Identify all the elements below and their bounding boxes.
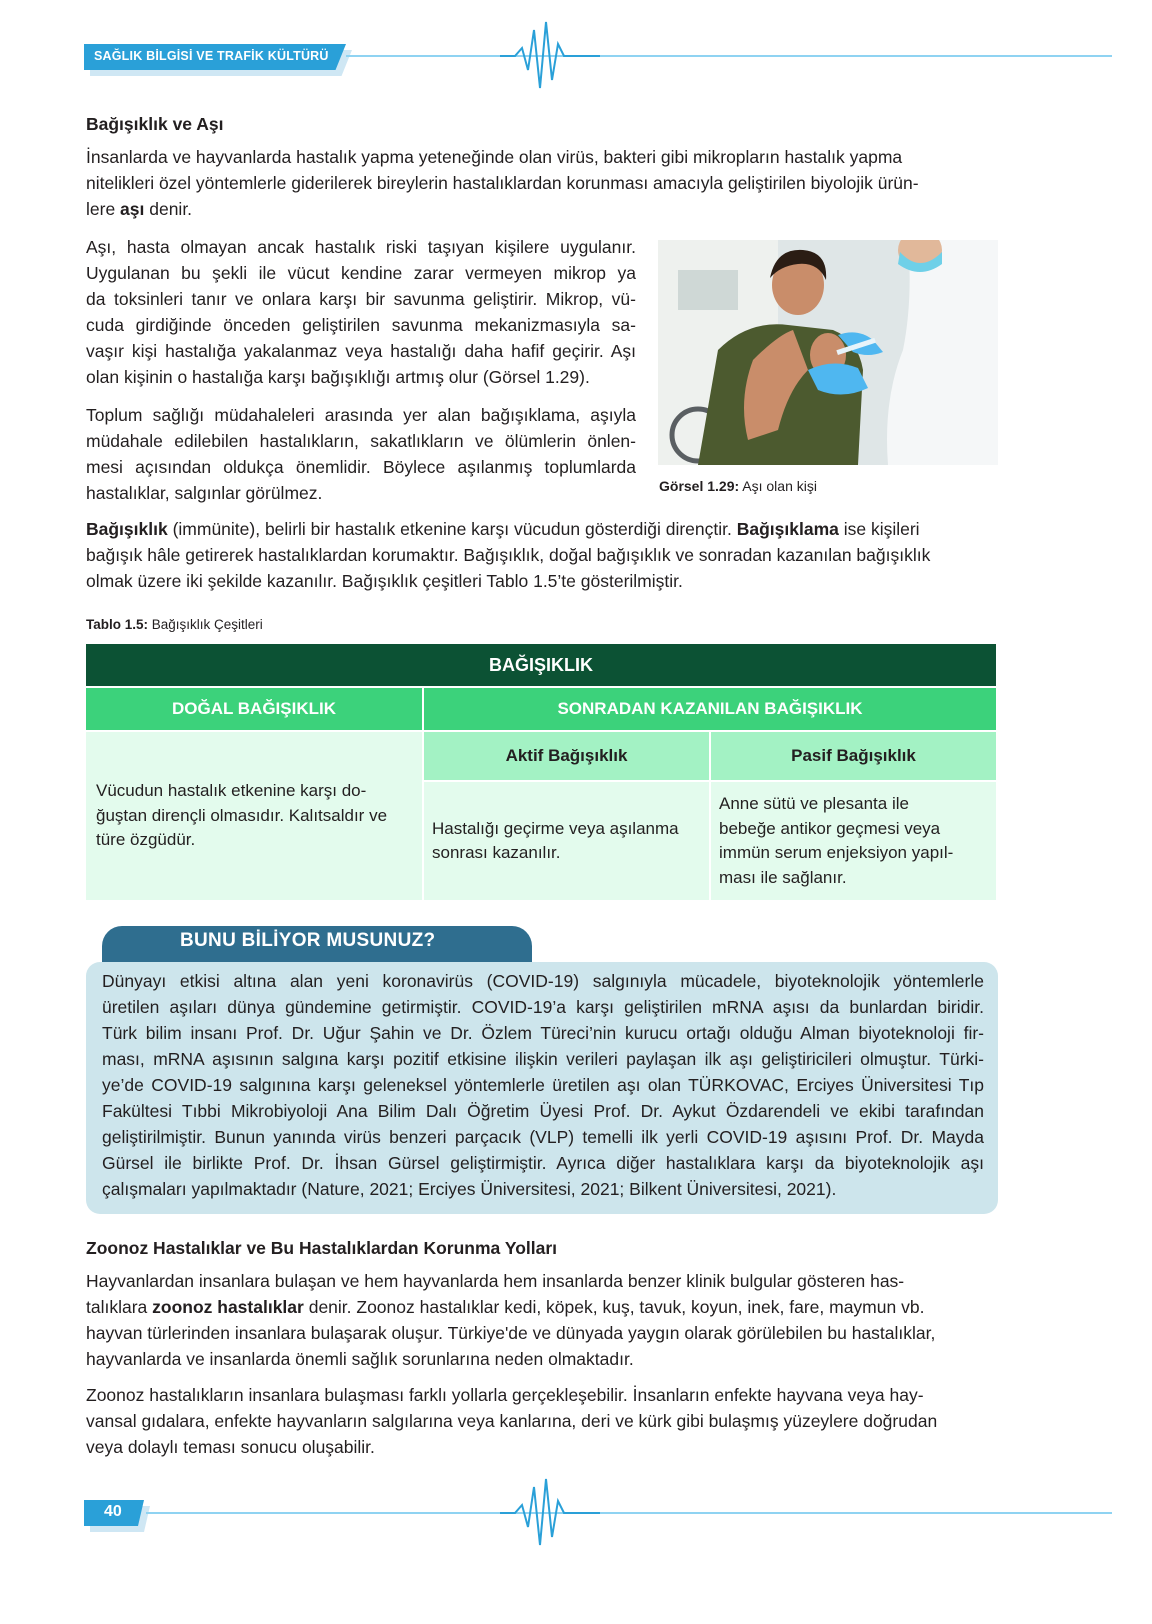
table-natural-desc: Vücudun hastalık etkenine karşı do- ğuştan dirençli olmasıdır. Kalıtsaldır ve türe özgüdür. (86, 732, 422, 900)
table-title: BAĞIŞIKLIK (86, 644, 996, 686)
table-col-natural: DOĞAL BAĞIŞIKLIK (86, 688, 422, 730)
header-title: SAĞLIK BİLGİSİ VE TRAFİK KÜLTÜRÜ (94, 49, 329, 63)
immunity-definition-line-3: olmak üzere iki şekilde kazanılır. Bağışıklık çeşitleri Tablo 1.5’te gösterilmiştir. (86, 571, 683, 591)
table-active-desc: Hastalığı geçirme veya aşılanma sonrası kazanılır. (424, 782, 709, 900)
intro-line-3: lere aşı denir. (86, 199, 193, 219)
immunity-definition-line-2: bağışık hâle getirerek hastalıklardan korumaktır. Bağışıklık, doğal bağışıklık ve sonradan kazanılan bağışıklık (86, 545, 931, 565)
zoonoses-p2-line-3: veya dolaylı teması sonucu oluşabilir. (86, 1437, 375, 1457)
zoonoses-p1-line-1: Hayvanlardan insanlara bulaşan ve hem hayvanlarda hem insanlarda benzer klinik bulgular gösteren has- (86, 1271, 905, 1291)
info-box-text: Dünyayı etkisi altına alan yeni koronavirüs (COVID-19) salgınıyla mücadele, biyoteknolojik yöntemlerle üretilen aşıları dünya gündemine getirmiştir. COVID-19’a karşı geliştirilen mRNA aşısı da bunlardan biridir. Türk bilim insanı Prof. Dr. Uğur Şahin ve Dr. Özlem Türeci’nin kurucu ortağı olduğu Alman biyoteknoloji fir- ması, mRNA aşısının salgına karşı pozitif etkisine ilişkin verileri paylaşan ilk aşı geliştiricileri olmuştur. Türki- ye’de COVID-19 salgınına karşı geleneksel yöntemlerle üretilen aşı olan TÜRKOVAC, Erciyes Üniversitesi Tıp Fakültesi Tıbbi Mikrobiyoloji Ana Bilim Dalı Öğretim Üyesi Prof. Dr. Aykut Özdarendeli ve ekibi tarafından geliştirilmiştir. Bunun yanında virüs benzeri parçacık (VLP) temelli ilk yerli COVID-19 aşısını Prof. Dr. Mayda Gürsel ile birlikte Prof. Dr. İhsan Gürsel geliştirmiştir. Ayrıca diğer hastalıklara karşı da biyoteknolojik aşı çalışmaları yapılmaktadır (Nature, 2021; Erciyes Üniversitesi, 2021; Bilkent Üniversitesi, 2021). (102, 971, 984, 1199)
table-caption: Tablo 1.5: Bağışıklık Çeşitleri (86, 617, 263, 632)
immunity-table (86, 644, 996, 900)
zoonoses-p2-line-1: Zoonoz hastalıkların insanlara bulaşması farklı yollarla gerçekleşebilir. İnsanların enfekte hayvana veya hay- (86, 1385, 924, 1405)
photo-caption: Görsel 1.29: Aşı olan kişi (659, 478, 817, 494)
zoonoses-p1-line-2: talıklara zoonoz hastalıklar denir. Zoonoz hastalıklar kedi, köpek, kuş, tavuk, koyun, inek, fare, maymun vb. (86, 1297, 925, 1317)
section-heading-vaccine: Bağışıklık ve Aşı (86, 114, 224, 134)
table-sub-passive: Pasif Bağışıklık (711, 732, 996, 780)
header-pulse-line (0, 0, 1152, 100)
table-passive-desc: Anne sütü ve plesanta ile bebeğe antikor geçmesi veya immün serum enjeksiyon yapıl- ması ile sağlanır. (711, 782, 996, 900)
vaccine-paragraph-2: Aşı, hasta olmayan ancak hastalık riski taşıyan kişilere uygulanır. Uygulanan bu şekli ile vücut kendine zarar vermeyen mikrop ya da toksinleri tanır ve onlara karşı bir savunma geliştirir. Mikrop, vü- cuda girdiğinde önceden geliştirilen savunma mekanizmasıyla sa- vaşır kişi hastalığa yakalanmaz veya hastalığı daha hafif geçirir. Aşı olan kişinin o hastalığa karşı bağışıklığı artmış olur (Görsel 1.29). (86, 237, 636, 387)
intro-line-1: İnsanlarda ve hayvanlarda hastalık yapma yeteneğinde olan virüs, bakteri gibi mikropların hastalık yapma (86, 147, 903, 167)
footer-pulse-line (0, 1460, 1152, 1560)
immunity-definition-line-1: Bağışıklık (immünite), belirli bir hastalık etkenine karşı vücudun gösterdiği dirençtir. Bağışıklama ise kişileri (86, 519, 920, 539)
zoonoses-p2-line-2: vansal gıdalara, enfekte hayvanların salgılarına veya kanlarına, deri ve kürk gibi bulaşmış yüzeylere doğrudan (86, 1411, 938, 1431)
page-number: 40 (104, 1503, 122, 1520)
info-box-title: BUNU BİLİYOR MUSUNUZ? (180, 930, 436, 951)
vaccination-photo (658, 240, 998, 465)
vaccine-paragraph-3: Toplum sağlığı müdahaleleri arasında yer alan bağışıklama, aşıyla müdahale edilebilen hastalıkların, sakatlıkların ve ölümlerin önlen- mesi açısından oldukça önemlidir. Böylece aşılanmış toplumlarda hastalıklar, salgınlar görülmez. (86, 405, 636, 503)
table-col-acquired: SONRADAN KAZANILAN BAĞIŞIKLIK (424, 688, 996, 730)
zoonoses-p1-line-3: hayvan türlerinden insanlara bulaşarak oluşur. Türkiye'de ve dünyada yaygın olarak görülebilen bu hastalıklar, (86, 1323, 936, 1343)
intro-line-2: nitelikleri özel yöntemlerle giderilerek bireylerin hastalıklardan korunması amacıyla geliştirilen biyolojik ürün- (86, 173, 919, 193)
section-heading-zoonoses: Zoonoz Hastalıklar ve Bu Hastalıklardan Korunma Yolları (86, 1238, 558, 1258)
zoonoses-p1-line-4: hayvanlarda ve insanlarda önemli sağlık sorunlarına neden olmaktadır. (86, 1349, 634, 1369)
table-sub-active: Aktif Bağışıklık (424, 732, 709, 780)
